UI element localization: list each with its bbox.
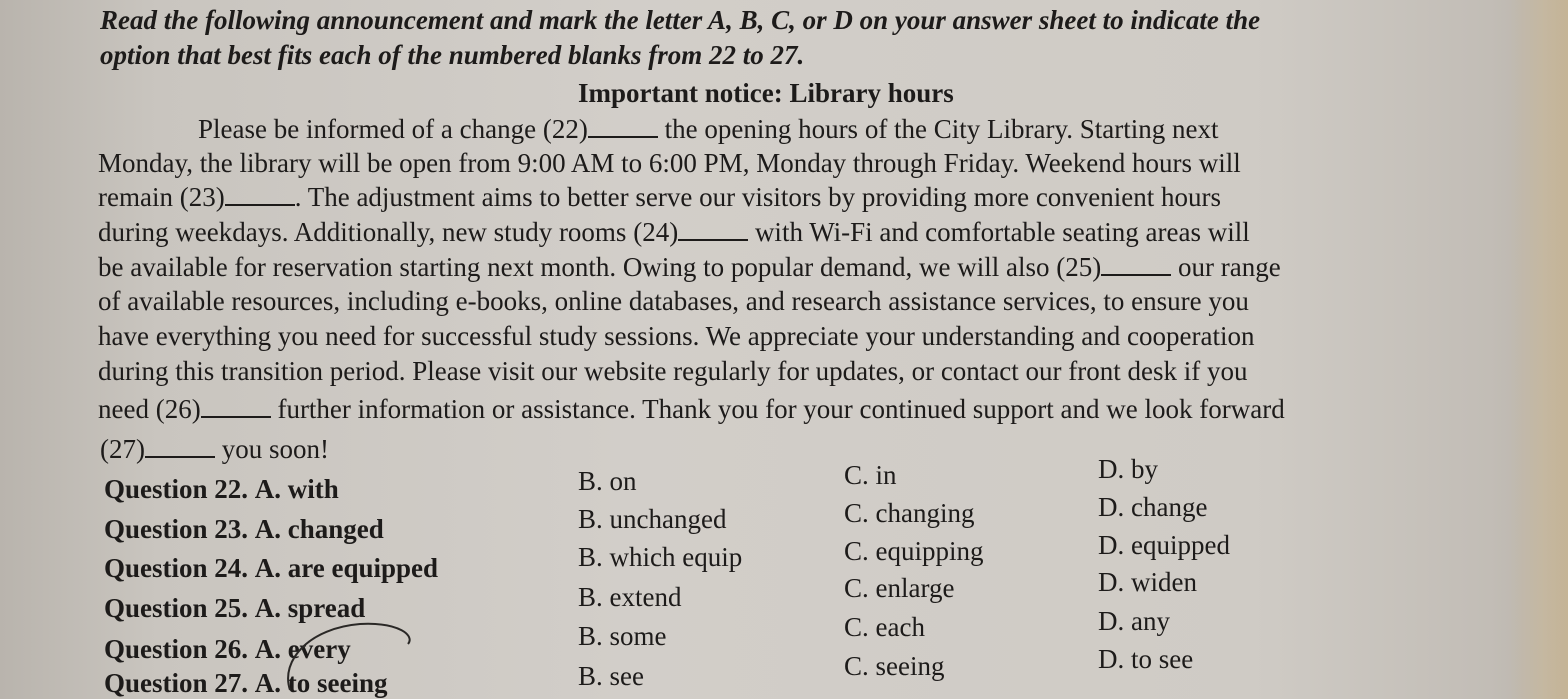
answer-blank-24	[678, 217, 748, 241]
blank-number-22: (22)	[542, 114, 588, 144]
passage-line-10	[100, 433, 329, 465]
option-c: C. enlarge	[844, 573, 955, 603]
option-b: B. which equip	[578, 542, 743, 572]
question-label: Question 22.	[104, 474, 249, 504]
option-c: C. in	[844, 460, 897, 490]
option-c: C. seeing	[844, 651, 945, 681]
passage-line-9	[98, 393, 1285, 425]
blank-number-24: (24)	[633, 217, 679, 247]
notice-title: Important notice: Library hours	[578, 78, 954, 108]
option-a: A. every	[254, 634, 351, 664]
passage-text: need	[98, 394, 156, 424]
passage-text: the opening hours of the City Library. Starting next	[657, 114, 1219, 144]
option-d: D. change	[1098, 492, 1208, 522]
option-a: A. are equipped	[254, 553, 439, 583]
passage-line-1	[198, 113, 1428, 145]
passage-text: further information or assistance. Thank you for your continued support and we look forward	[270, 394, 1285, 424]
option-d: D. equipped	[1098, 530, 1230, 560]
question-label: Question 23.	[104, 514, 249, 544]
answer-blank-25	[1101, 252, 1171, 276]
passage-text: remain	[98, 182, 180, 212]
blank-number-25: (25)	[1056, 252, 1102, 282]
question-label: Question 26.	[104, 634, 249, 664]
passage-text: . The adjustment aims to better serve our visitors by providing more convenient hours	[294, 182, 1222, 212]
passage-text: our range	[1171, 252, 1281, 282]
passage-line-8: during this transition period. Please visit our website regularly for updates, or contact our front desk if you	[98, 356, 1248, 386]
blank-number-26: (26)	[155, 394, 201, 424]
question-label: Question 24.	[104, 553, 249, 583]
passage-line-5	[98, 251, 1281, 283]
passage-line-4	[98, 216, 1250, 248]
option-b: B. extend	[578, 582, 682, 612]
option-d: D. widen	[1098, 567, 1197, 597]
passage-text: during weekdays. Additionally, new study rooms	[98, 217, 634, 247]
blank-number-23: (23)	[179, 182, 225, 212]
option-d: D. to see	[1098, 644, 1194, 674]
passage-line-7: have everything you need for successful study sessions. We appreciate your understanding and cooperation	[98, 321, 1255, 351]
instructions-line-1: Read the following announcement and mark the letter A, B, C, or D on your answer sheet to indicate the	[100, 5, 1261, 35]
passage-text: with Wi-Fi and comfortable seating areas will	[748, 217, 1250, 247]
passage-text: Please be informed of a change	[198, 114, 543, 144]
option-b: B. unchanged	[578, 504, 727, 534]
passage-line-2: Monday, the library will be open from 9:00 AM to 6:00 PM, Monday through Friday. Weekend hours will	[98, 148, 1241, 178]
option-b: B. some	[578, 621, 667, 651]
passage-line-3	[98, 181, 1221, 213]
option-c: C. each	[844, 612, 925, 642]
instructions-line-2: option that best fits each of the numbered blanks from 22 to 27.	[100, 40, 805, 70]
option-c: C. changing	[844, 498, 975, 528]
page-edge-shadow	[1508, 0, 1568, 699]
question-row-23	[104, 513, 384, 545]
option-a: A. to seeing	[254, 668, 388, 698]
answer-blank-27	[145, 434, 215, 458]
question-label: Question 25.	[104, 593, 249, 623]
option-d: D. any	[1098, 606, 1170, 636]
passage-line-6: of available resources, including e-books, online databases, and research assistance services, to ensure you	[98, 286, 1249, 316]
option-a: A. spread	[254, 593, 366, 623]
question-row-22	[104, 473, 339, 505]
pen-mark-circle-icon	[250, 610, 430, 699]
question-row-24	[104, 552, 438, 584]
answer-blank-22	[588, 114, 658, 138]
option-c: C. equipping	[844, 536, 984, 566]
blank-number-27: (27)	[100, 434, 145, 464]
passage-text: be available for reservation starting next month. Owing to popular demand, we will also	[98, 252, 1057, 282]
option-b: B. on	[578, 466, 637, 496]
option-d: D. by	[1098, 454, 1158, 484]
answer-blank-26	[201, 394, 271, 418]
option-a: A. with	[254, 474, 339, 504]
option-b: B. see	[578, 661, 644, 691]
question-label: Question 27.	[104, 668, 249, 698]
option-a: A. changed	[254, 514, 384, 544]
answer-blank-23	[225, 182, 295, 206]
passage-text: you soon!	[214, 434, 329, 464]
